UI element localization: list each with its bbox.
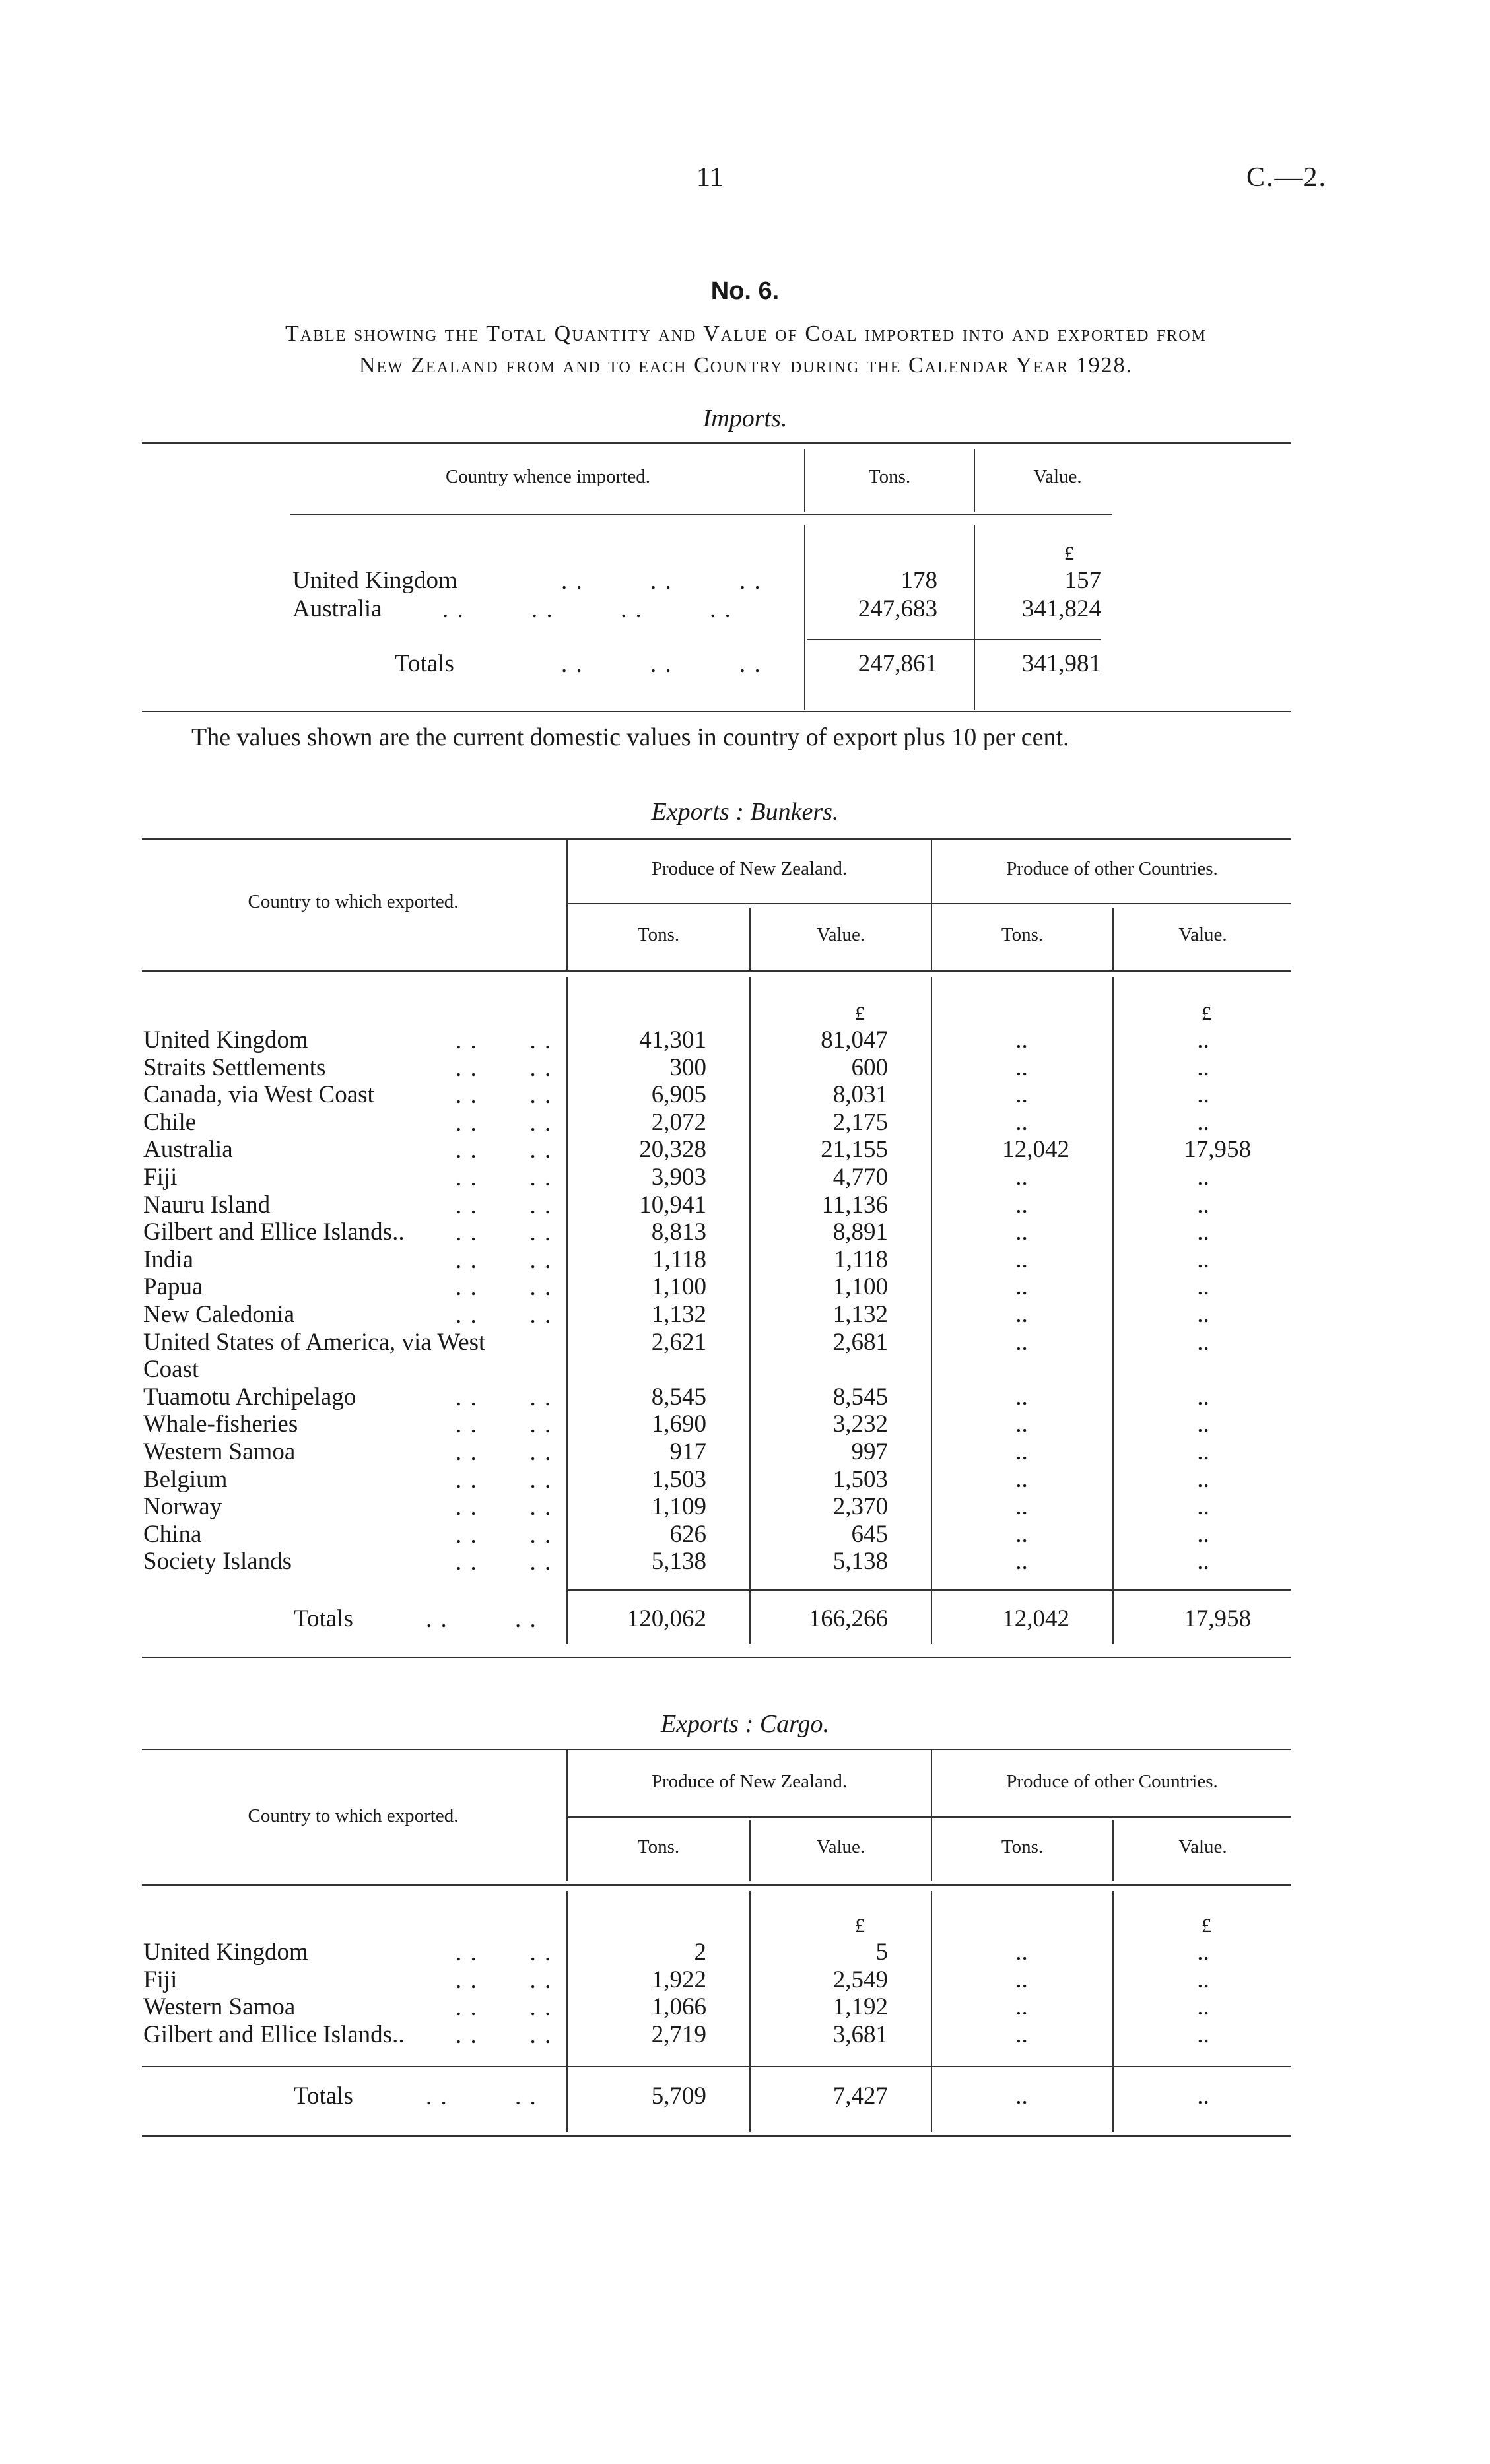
bunkers-nz-value: 4,770 <box>832 1164 888 1191</box>
leader-dots: . . . . <box>456 1054 553 1082</box>
bunkers-nz-tons: 300 <box>669 1053 706 1081</box>
bunkers-country: Tuamotu Archipelago <box>143 1383 356 1411</box>
imports-totals-tons: 247,861 <box>858 650 937 677</box>
cargo-totals-nz-value: 7,427 <box>832 2082 888 2110</box>
bunkers-nz-tons: 5,138 <box>651 1548 706 1576</box>
imports-currency: £ <box>1064 543 1074 564</box>
leader-dots: . . . . <box>456 1439 553 1466</box>
bunkers-nz-tons: 626 <box>669 1520 706 1548</box>
cargo-col-other-value: Value. <box>1178 1836 1227 1857</box>
rule <box>142 1749 1291 1750</box>
rule <box>568 1589 1291 1591</box>
cargo-nz-value: 5 <box>875 1939 888 1966</box>
leader-dots: . . . . . . . . <box>442 596 732 623</box>
cargo-nz-value: 2,549 <box>832 1966 888 1993</box>
bunkers-col-country: Country to which exported. <box>248 891 459 912</box>
bunkers-country: Nauru Island <box>143 1191 271 1218</box>
leader-dots: . . . . <box>456 1383 553 1411</box>
rule <box>290 514 1112 515</box>
leader-dots: . . . . <box>456 1246 553 1274</box>
cargo-nz-tons: 1,922 <box>651 1966 706 1993</box>
bunkers-other-tons: 12,042 <box>1002 1136 1069 1164</box>
rule <box>749 1891 751 2132</box>
bunkers-nz-value: 645 <box>851 1520 888 1548</box>
bunkers-other-tons: .. <box>1015 1246 1028 1273</box>
bunkers-nz-tons: 8,813 <box>651 1218 706 1246</box>
bunkers-other-tons: .. <box>1015 1301 1028 1328</box>
bunkers-other-value: 17,958 <box>1184 1136 1251 1164</box>
bunkers-nz-value: 11,136 <box>821 1191 888 1218</box>
leader-dots: . . . . <box>426 2083 537 2110</box>
bunkers-country: Canada, via West Coast <box>143 1081 374 1109</box>
imports-value: 157 <box>1064 567 1101 594</box>
imports-col-country: Country whence imported. <box>445 466 651 487</box>
bunkers-other-value: .. <box>1197 1301 1209 1328</box>
bunkers-country: Straits Settlements <box>143 1053 326 1081</box>
cargo-country: Gilbert and Ellice Islands.. <box>143 2020 405 2048</box>
bunkers-nz-value: 5,138 <box>832 1548 888 1576</box>
bunkers-currency-other: £ <box>1202 1003 1211 1024</box>
cargo-group-other: Produce of other Countries. <box>1006 1771 1218 1792</box>
bunkers-other-value: .. <box>1197 1081 1209 1109</box>
imports-heading: Imports. <box>702 405 788 432</box>
leader-dots: . . . . <box>456 1274 553 1302</box>
bunkers-other-value: .. <box>1197 1108 1209 1136</box>
cargo-other-value: .. <box>1197 2020 1209 2048</box>
bunkers-other-value: .. <box>1197 1411 1209 1438</box>
bunkers-country: Australia <box>143 1136 233 1164</box>
bunkers-totals-other-tons: 12,042 <box>1002 1605 1069 1632</box>
bunkers-other-tons: .. <box>1015 1273 1028 1301</box>
bunkers-country-continued: Coast <box>143 1356 199 1383</box>
cargo-nz-value: 1,192 <box>832 1993 888 2021</box>
leader-dots: . . . . <box>456 1082 553 1110</box>
imports-tons: 178 <box>900 567 937 594</box>
cargo-heading: Exports : Cargo. <box>660 1710 830 1738</box>
leader-dots: . . . . <box>456 1548 553 1576</box>
bunkers-other-value: .. <box>1197 1026 1209 1053</box>
leader-dots: . . . . <box>456 1164 553 1191</box>
bunkers-other-tons: .. <box>1015 1411 1028 1438</box>
cargo-col-nz-value: Value. <box>816 1836 865 1857</box>
bunkers-totals-nz-tons: 120,062 <box>626 1605 706 1632</box>
bunkers-nz-tons: 917 <box>669 1438 706 1465</box>
imports-totals-value: 341,981 <box>1021 650 1101 677</box>
bunkers-country: Papua <box>143 1273 203 1301</box>
bunkers-other-value: .. <box>1197 1520 1209 1548</box>
leader-dots: . . . . <box>456 1137 553 1164</box>
bunkers-country: United States of America, via West <box>143 1328 486 1356</box>
rule <box>142 2066 1291 2067</box>
bunkers-other-tons: .. <box>1015 1218 1028 1246</box>
bunkers-group-other: Produce of other Countries. <box>1006 858 1218 879</box>
rule <box>568 903 1291 904</box>
leader-dots: . . . . <box>456 1466 553 1494</box>
cargo-nz-tons: 2 <box>694 1939 706 1966</box>
bunkers-nz-tons: 1,109 <box>651 1493 706 1521</box>
rule <box>1112 977 1114 1644</box>
bunkers-nz-tons: 20,328 <box>639 1136 706 1164</box>
bunkers-other-value: .. <box>1197 1383 1209 1411</box>
bunkers-nz-tons: 1,100 <box>651 1273 706 1301</box>
leader-dots: . . . . . . <box>561 651 762 678</box>
cargo-col-other-tons: Tons. <box>1001 1836 1044 1857</box>
bunkers-nz-value: 8,891 <box>832 1218 888 1246</box>
bunkers-nz-value: 8,031 <box>832 1081 888 1109</box>
cargo-totals-other-value: .. <box>1197 2082 1209 2110</box>
leader-dots: . . . . <box>456 2021 553 2049</box>
imports-tons: 247,683 <box>858 595 937 622</box>
bunkers-other-tons: .. <box>1015 1164 1028 1191</box>
bunkers-other-value: .. <box>1197 1246 1209 1273</box>
title-line-1: Table showing the Total Quantity and Value of Coal imported into and exported from <box>285 321 1207 346</box>
cargo-other-value: .. <box>1197 1966 1209 1993</box>
bunkers-country: United Kingdom <box>143 1026 308 1053</box>
leader-dots: . . . . <box>456 1966 553 1994</box>
bunkers-country: Gilbert and Ellice Islands.. <box>143 1218 405 1246</box>
bunkers-other-value: .. <box>1197 1465 1209 1493</box>
bunkers-country: Belgium <box>143 1465 228 1493</box>
bunkers-other-tons: .. <box>1015 1328 1028 1356</box>
bunkers-other-tons: .. <box>1015 1191 1028 1218</box>
leader-dots: . . . . <box>456 1302 553 1329</box>
cargo-nz-value: 3,681 <box>832 2020 888 2048</box>
rule <box>142 1884 1291 1886</box>
bunkers-nz-value: 8,545 <box>832 1383 888 1411</box>
cargo-other-tons: .. <box>1015 1939 1028 1966</box>
rule <box>749 977 751 1644</box>
imports-col-tons: Tons. <box>868 466 911 487</box>
cargo-other-tons: .. <box>1015 1966 1028 1993</box>
bunkers-other-value: .. <box>1197 1053 1209 1081</box>
bunkers-nz-value: 21,155 <box>821 1136 888 1164</box>
bunkers-nz-value: 2,681 <box>832 1328 888 1356</box>
leader-dots: . . . . <box>426 1606 537 1633</box>
imports-totals-label: Totals <box>395 650 454 677</box>
bunkers-nz-value: 1,100 <box>832 1273 888 1301</box>
bunkers-other-value: .. <box>1197 1548 1209 1576</box>
rule <box>568 1816 1291 1818</box>
cargo-col-nz-tons: Tons. <box>637 1836 680 1857</box>
bunkers-nz-tons: 8,545 <box>651 1383 706 1411</box>
bunkers-country: New Caledonia <box>143 1301 295 1328</box>
bunkers-col-other-value: Value. <box>1178 924 1227 945</box>
bunkers-col-other-tons: Tons. <box>1001 924 1044 945</box>
leader-dots: . . . . <box>456 1109 553 1137</box>
cargo-country: United Kingdom <box>143 1939 308 1966</box>
cargo-other-tons: .. <box>1015 2020 1028 2048</box>
bunkers-nz-value: 81,047 <box>821 1026 888 1053</box>
rule <box>931 1891 932 2132</box>
bunkers-col-nz-value: Value. <box>816 924 865 945</box>
leader-dots: . . . . <box>456 1411 553 1439</box>
imports-value: 341,824 <box>1021 595 1101 622</box>
cargo-other-tons: .. <box>1015 1993 1028 2021</box>
bunkers-nz-tons: 41,301 <box>639 1026 706 1053</box>
rule <box>566 1891 568 2132</box>
cargo-totals-other-tons: .. <box>1015 2082 1028 2110</box>
bunkers-nz-value: 3,232 <box>832 1411 888 1438</box>
bunkers-nz-tons: 10,941 <box>639 1191 706 1218</box>
rule <box>142 2135 1291 2137</box>
bunkers-other-value: .. <box>1197 1273 1209 1301</box>
bunkers-other-tons: .. <box>1015 1383 1028 1411</box>
bunkers-totals-nz-value: 166,266 <box>808 1605 888 1632</box>
imports-col-value: Value. <box>1033 466 1082 487</box>
bunkers-country: India <box>143 1246 194 1273</box>
bunkers-country: Society Islands <box>143 1548 292 1576</box>
rule <box>142 1657 1291 1658</box>
bunkers-nz-value: 2,370 <box>832 1493 888 1521</box>
bunkers-nz-value: 997 <box>851 1438 888 1465</box>
bunkers-nz-tons: 6,905 <box>651 1081 706 1109</box>
bunkers-other-value: .. <box>1197 1328 1209 1356</box>
bunkers-country: Western Samoa <box>143 1438 296 1465</box>
bunkers-other-value: .. <box>1197 1438 1209 1465</box>
imports-country: Australia <box>292 595 382 622</box>
bunkers-nz-value: 1,503 <box>832 1465 888 1493</box>
leader-dots: . . . . <box>456 1939 553 1966</box>
bunkers-totals-label: Totals <box>294 1605 353 1632</box>
values-note: The values shown are the current domestic values in country of export plus 10 per cent. <box>191 723 1069 751</box>
bunkers-nz-tons: 1,118 <box>652 1246 706 1273</box>
rule <box>566 977 568 1644</box>
bunkers-nz-tons: 3,903 <box>651 1164 706 1191</box>
bunkers-other-tons: .. <box>1015 1438 1028 1465</box>
leader-dots: . . . . <box>456 1219 553 1247</box>
cargo-other-value: .. <box>1197 1939 1209 1966</box>
bunkers-other-tons: .. <box>1015 1465 1028 1493</box>
cargo-totals-nz-tons: 5,709 <box>651 2082 706 2110</box>
bunkers-country: Norway <box>143 1493 222 1521</box>
leader-dots: . . . . <box>456 1191 553 1219</box>
rule <box>142 838 1291 840</box>
leader-dots: . . . . <box>456 1994 553 2022</box>
leader-dots: . . . . <box>456 1494 553 1521</box>
cargo-other-value: .. <box>1197 1993 1209 2021</box>
bunkers-totals-other-value: 17,958 <box>1184 1605 1251 1632</box>
rule <box>931 977 932 1644</box>
bunkers-country: Chile <box>143 1108 197 1136</box>
cargo-nz-tons: 2,719 <box>651 2020 706 2048</box>
imports-country: United Kingdom <box>292 567 457 594</box>
cargo-country: Fiji <box>143 1966 178 1993</box>
bunkers-nz-tons: 1,690 <box>651 1411 706 1438</box>
leader-dots: . . . . . . <box>561 568 762 595</box>
bunkers-nz-tons: 1,503 <box>651 1465 706 1493</box>
bunkers-country: China <box>143 1520 202 1548</box>
leader-dots: . . . . <box>456 1027 553 1054</box>
bunkers-other-tons: .. <box>1015 1548 1028 1576</box>
rule <box>804 525 805 710</box>
document-reference: C.—2. <box>1246 162 1328 193</box>
rule <box>142 970 1291 972</box>
bunkers-nz-tons: 2,621 <box>651 1328 706 1356</box>
rule <box>1112 1891 1114 2132</box>
bunkers-currency-nz: £ <box>855 1003 865 1024</box>
rule <box>142 711 1291 712</box>
cargo-group-nz: Produce of New Zealand. <box>651 1771 848 1792</box>
bunkers-other-value: .. <box>1197 1493 1209 1521</box>
table-title <box>132 318 1360 382</box>
bunkers-other-tons: .. <box>1015 1493 1028 1521</box>
bunkers-nz-tons: 2,072 <box>651 1108 706 1136</box>
bunkers-country: Fiji <box>143 1164 178 1191</box>
rule <box>566 1749 568 1881</box>
bunkers-other-tons: .. <box>1015 1081 1028 1109</box>
bunkers-other-value: .. <box>1197 1218 1209 1246</box>
bunkers-country: Whale-fisheries <box>143 1411 298 1438</box>
bunkers-other-tons: .. <box>1015 1026 1028 1053</box>
bunkers-other-tons: .. <box>1015 1108 1028 1136</box>
cargo-currency-nz: £ <box>855 1915 865 1937</box>
bunkers-nz-tons: 1,132 <box>651 1301 706 1328</box>
bunkers-other-tons: .. <box>1015 1520 1028 1548</box>
cargo-totals-label: Totals <box>294 2082 353 2110</box>
bunkers-nz-value: 2,175 <box>832 1108 888 1136</box>
bunkers-nz-value: 1,118 <box>834 1246 888 1273</box>
leader-dots: . . . . <box>456 1521 553 1548</box>
cargo-country: Western Samoa <box>143 1993 296 2021</box>
bunkers-other-tons: .. <box>1015 1053 1028 1081</box>
bunkers-other-value: .. <box>1197 1191 1209 1218</box>
cargo-nz-tons: 1,066 <box>651 1993 706 2021</box>
rule <box>142 442 1291 444</box>
bunkers-heading: Exports : Bunkers. <box>651 798 839 826</box>
bunkers-other-value: .. <box>1197 1164 1209 1191</box>
cargo-currency-other: £ <box>1202 1915 1211 1937</box>
bunkers-col-nz-tons: Tons. <box>637 924 680 945</box>
cargo-col-country: Country to which exported. <box>248 1805 459 1826</box>
table-number: No. 6. <box>710 277 780 305</box>
rule <box>931 1749 932 1881</box>
bunkers-group-nz: Produce of New Zealand. <box>651 858 848 879</box>
title-line-2: New Zealand from and to each Country during the Calendar Year 1928. <box>358 353 1134 378</box>
bunkers-nz-value: 1,132 <box>832 1301 888 1328</box>
page-number: 11 <box>696 162 724 193</box>
rule <box>807 639 1101 640</box>
bunkers-nz-value: 600 <box>851 1053 888 1081</box>
